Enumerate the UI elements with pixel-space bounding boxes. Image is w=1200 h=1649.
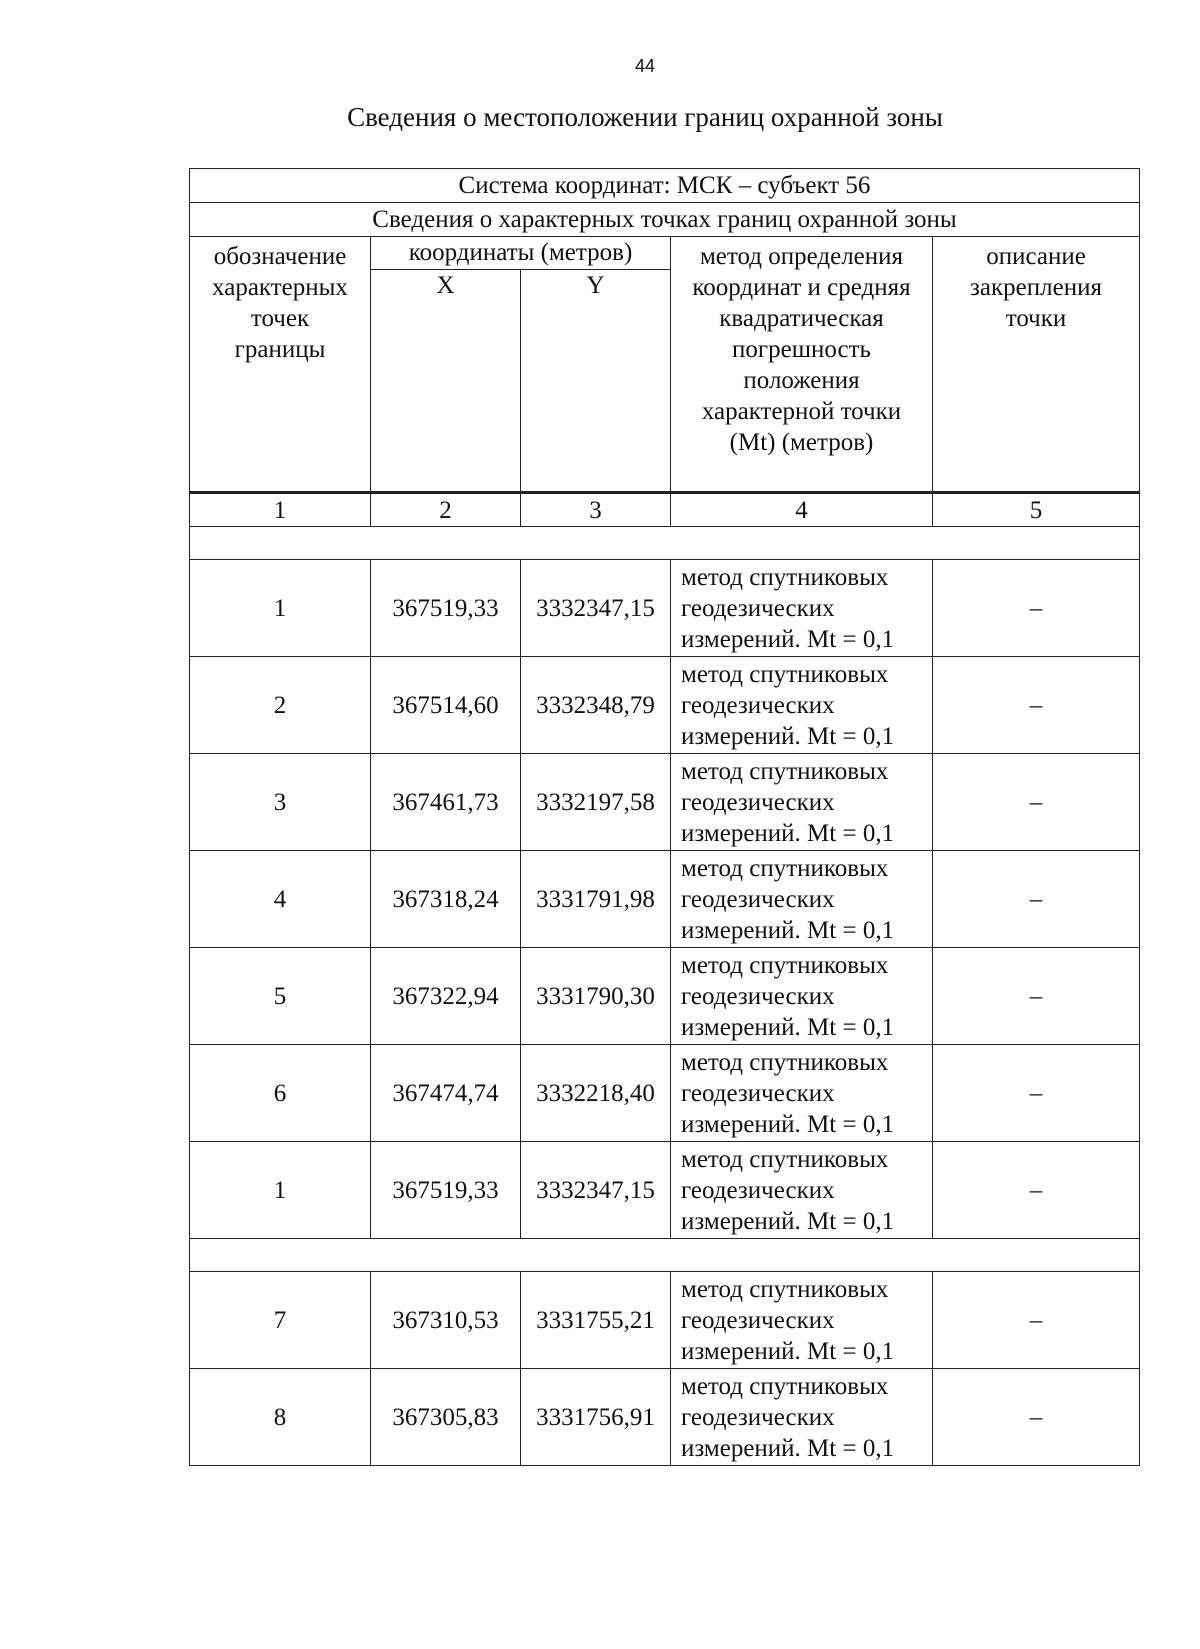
table-row: [190, 851, 1140, 948]
x-coordinate-cell: 367519,33: [371, 560, 521, 657]
fixing-description-cell: –: [933, 948, 1140, 1045]
point-number-cell: 1: [190, 1142, 371, 1239]
fixing-description-cell: –: [933, 851, 1140, 948]
column-number-row: [190, 493, 1140, 527]
method-line: геодезических: [681, 982, 835, 1010]
method-cell: [671, 1369, 933, 1466]
method-line: геодезических: [681, 1079, 835, 1107]
method-line: измерений. Mt = 0,1: [681, 1434, 895, 1462]
document-title: Сведения о местоположении границ охранной зоны: [347, 102, 943, 132]
header-line: координат и средняя: [692, 274, 911, 301]
method-line: измерений. Mt = 0,1: [681, 1110, 895, 1138]
group-spacer-cell: [190, 1239, 1140, 1272]
method-line: геодезических: [681, 788, 835, 816]
method-line: метод спутниковых: [681, 1145, 889, 1173]
x-coordinate-cell: 367474,74: [371, 1045, 521, 1142]
x-coordinate-cell: 367322,94: [371, 948, 521, 1045]
column-number: 1: [190, 493, 371, 527]
x-coordinate-cell: 367310,53: [371, 1272, 521, 1369]
y-coordinate-cell: 3331756,91: [521, 1369, 671, 1466]
fixing-description-cell: –: [933, 754, 1140, 851]
table-row: [190, 1045, 1140, 1142]
header-x: X: [371, 270, 521, 493]
point-number-cell: 7: [190, 1272, 371, 1369]
header-line: точки: [1005, 305, 1067, 332]
point-number-cell: 3: [190, 754, 371, 851]
method-line: геодезических: [681, 1176, 835, 1204]
point-number-cell: 8: [190, 1369, 371, 1466]
header-line: характерных: [212, 274, 348, 301]
header-line: метод определения: [699, 243, 904, 270]
coordinate-system-row: [190, 169, 1140, 203]
table-row: [190, 657, 1140, 754]
section-title-row: [190, 203, 1140, 237]
method-line: измерений. Mt = 0,1: [681, 1207, 895, 1235]
y-coordinate-cell: 3332348,79: [521, 657, 671, 754]
header-line: положения: [743, 367, 860, 394]
method-cell: [671, 1272, 933, 1369]
method-cell: [671, 560, 933, 657]
method-line: метод спутниковых: [681, 563, 889, 591]
x-coordinate-cell: 367461,73: [371, 754, 521, 851]
column-number: 4: [671, 493, 933, 527]
x-coordinate-cell: 367519,33: [371, 1142, 521, 1239]
header-line: точек: [250, 305, 310, 332]
header-coordinates-group: координаты (метров): [371, 237, 671, 270]
method-cell: [671, 1045, 933, 1142]
method-line: измерений. Mt = 0,1: [681, 1337, 895, 1365]
table-row: [190, 1142, 1140, 1239]
column-number: 5: [933, 493, 1140, 527]
column-number: 2: [371, 493, 521, 527]
table-row: [190, 1369, 1140, 1466]
y-coordinate-cell: 3332347,15: [521, 1142, 671, 1239]
fixing-description-cell: –: [933, 1142, 1140, 1239]
point-number-cell: 6: [190, 1045, 371, 1142]
method-line: метод спутниковых: [681, 854, 889, 882]
page-number: 44: [634, 56, 656, 76]
header-line: характерной точки: [701, 398, 902, 425]
y-coordinate-cell: 3331755,21: [521, 1272, 671, 1369]
x-coordinate-cell: 367305,83: [371, 1369, 521, 1466]
method-line: метод спутниковых: [681, 1372, 889, 1400]
coordinate-system-label: Система координат: МСК – субъект 56: [190, 169, 1140, 203]
method-line: геодезических: [681, 594, 835, 622]
x-coordinate-cell: 367318,24: [371, 851, 521, 948]
method-line: метод спутниковых: [681, 1048, 889, 1076]
header-line: границы: [234, 336, 326, 363]
fixing-description-cell: –: [933, 1369, 1140, 1466]
method-cell: [671, 948, 933, 1045]
fixing-description-cell: –: [933, 1045, 1140, 1142]
method-line: метод спутниковых: [681, 660, 889, 688]
method-line: метод спутниковых: [681, 757, 889, 785]
method-line: измерений. Mt = 0,1: [681, 722, 895, 750]
y-coordinate-cell: 3332347,15: [521, 560, 671, 657]
method-cell: [671, 657, 933, 754]
point-number-cell: 5: [190, 948, 371, 1045]
table-row: [190, 754, 1140, 851]
column-header-row: [190, 237, 1140, 270]
fixing-description-cell: –: [933, 1272, 1140, 1369]
table-row: [190, 1272, 1140, 1369]
method-line: геодезических: [681, 1403, 835, 1431]
method-line: метод спутниковых: [681, 1275, 889, 1303]
method-cell: [671, 851, 933, 948]
header-y: Y: [521, 270, 671, 493]
y-coordinate-cell: 3331790,30: [521, 948, 671, 1045]
section-title-label: Сведения о характерных точках границ охранной зоны: [190, 203, 1140, 237]
method-cell: [671, 1142, 933, 1239]
point-number-cell: 2: [190, 657, 371, 754]
y-coordinate-cell: 3332197,58: [521, 754, 671, 851]
method-line: геодезических: [681, 1306, 835, 1334]
header-line: описание: [986, 243, 1086, 270]
method-line: метод спутниковых: [681, 951, 889, 979]
column-number: 3: [521, 493, 671, 527]
point-number-cell: 1: [190, 560, 371, 657]
group-spacer-row: [190, 1239, 1140, 1272]
header-fixing-description: [933, 237, 1140, 493]
header-point-designation: [190, 237, 371, 493]
method-line: измерений. Mt = 0,1: [681, 1013, 895, 1041]
group-spacer-cell: [190, 527, 1140, 560]
header-method: [671, 237, 933, 493]
method-line: геодезических: [681, 885, 835, 913]
x-coordinate-cell: 367514,60: [371, 657, 521, 754]
method-line: измерений. Mt = 0,1: [681, 625, 895, 653]
table-row: [190, 948, 1140, 1045]
table-row: [190, 560, 1140, 657]
method-line: геодезических: [681, 691, 835, 719]
header-line: погрешность: [732, 336, 871, 363]
header-line: квадратическая: [719, 305, 884, 332]
y-coordinate-cell: 3332218,40: [521, 1045, 671, 1142]
y-coordinate-cell: 3331791,98: [521, 851, 671, 948]
method-line: измерений. Mt = 0,1: [681, 916, 895, 944]
header-line: (Mt) (метров): [729, 429, 874, 456]
point-number-cell: 4: [190, 851, 371, 948]
group-spacer-row: [190, 527, 1140, 560]
method-line: измерений. Mt = 0,1: [681, 819, 895, 847]
fixing-description-cell: –: [933, 657, 1140, 754]
header-line: обозначение: [213, 243, 347, 270]
method-cell: [671, 754, 933, 851]
header-line: закрепления: [970, 274, 1102, 301]
coordinates-table: [189, 168, 1140, 1466]
fixing-description-cell: –: [933, 560, 1140, 657]
